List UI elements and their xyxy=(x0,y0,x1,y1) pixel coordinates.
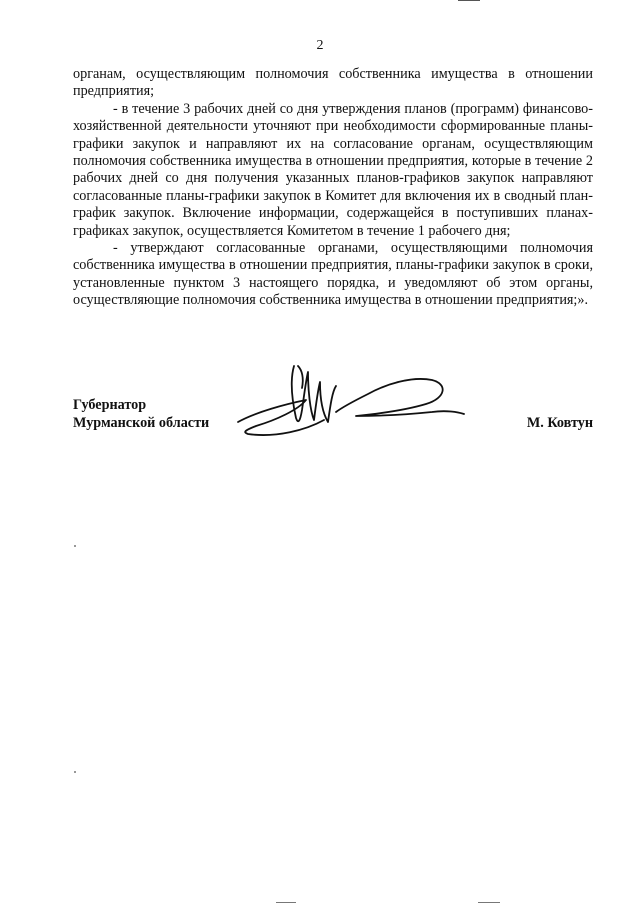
paragraph-1: органам, осуществляющим полномочия собственника имущества в отношении предприятия; xyxy=(73,66,593,100)
paragraph-2: - в течение 3 рабочих дней со дня утверждения планов (программ) финансово-хозяйственной деятельности уточняют при необходимости сформированные планы-графики закупок и направляют их на согласование органам, осуществляющим полномочия собственника имущества в отношении предприятия, которые в течение 2 рабочих дней со дня получения указанных планов-графиков закупок направляют согласованные планы-графики закупок в Комитет для включения их в сводный план-график закупок. Включение информации, содержащейся в поступивших планах-графиках закупок, осуществляется Комитетом в течение 1 рабочего дня; xyxy=(73,100,593,239)
position-line-1: Губернатор xyxy=(73,397,147,413)
scan-artifact-top xyxy=(458,0,480,1)
page-number: 2 xyxy=(316,38,324,53)
scan-speck xyxy=(74,545,76,547)
scan-artifact-bottom xyxy=(478,902,500,903)
position-line-2: Мурманской области xyxy=(73,415,210,431)
handwritten-signature xyxy=(236,360,466,440)
signatory-name: М. Ковтун xyxy=(526,415,593,431)
scan-artifact-bottom xyxy=(276,902,296,903)
scan-speck xyxy=(74,771,76,773)
paragraph-3: - утверждают согласованные органами, осуществляющими полномочия собственника имущества в отношении предприятия, планы-графики закупок в сроки, установленные пунктом 3 настоящего порядка, и уведомляют об этом органы, осуществляющие полномочия собственника имущества в отношении предприятия;». xyxy=(73,240,593,309)
signatory-position xyxy=(73,396,209,432)
document-body xyxy=(73,66,593,310)
